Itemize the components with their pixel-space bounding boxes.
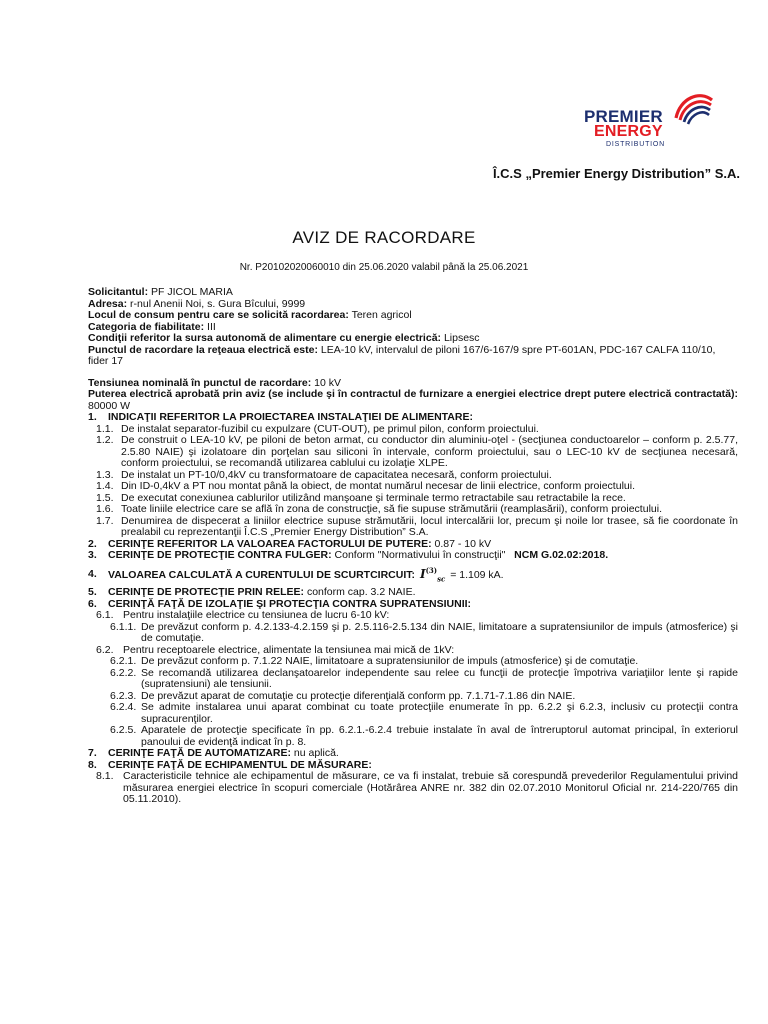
list-item: 1.1. De instalat separator-fuzibil cu expulzare (CUT-OUT), pe primul pilon, conform proiectului. (96, 422, 539, 435)
document-reference: Nr. P20102020060010 din 25.06.2020 valabil până la 25.06.2021 (239, 262, 529, 273)
field-connection-point: Punctul de racordare la reţeaua electrică este: LEA-10 kV, intervalul de piloni 167/6-167/9 spre PT-601AN, PDC-167 CALFA 110/10, fider 17 (88, 343, 716, 367)
list-item: 1.6. Toate liniile electrice care se află în zona de construcţie, să fie supuse strămutării (reamplasării), conform proiectului. (96, 503, 662, 515)
section-8-heading: 8. CERINŢE FAŢĂ DE ECHIPAMENTUL DE MĂSURARE: (88, 758, 372, 771)
list-item: 6.1.1. De prevăzut conform p. 4.2.133-4.2.159 şi p. 2.5.116-2.5.134 din NAIE, limitatoare a supratensiunilor de impuls (atmosferice) şi de comutaţie. (110, 620, 738, 645)
premier-energy-logo (584, 88, 714, 148)
logo-swoosh-icon (672, 88, 716, 128)
list-item: 6.2. Pentru receptoarele electrice, alimentate la tensiunea mai mică de 1kV: (96, 643, 455, 656)
list-item: 1.4. Din ID-0,4kV a PT nou montat până la obiect, de montat numărul necesar de linii electrice, conform proiectului. (96, 480, 635, 492)
list-item: 1.3. De instalat un PT-10/0,4kV cu transformatoare de capacitatea necesară, conform proiectului. (96, 468, 552, 481)
logo-text-premier: PREMIER (584, 107, 663, 126)
field-address: Adresa: r-nul Anenii Noi, s. Gura Bîcului, 9999 (88, 297, 306, 310)
field-autonomous-source: Condiţii referitor la sursa autonomă de alimentare cu energie electrică: Lipsesc (88, 332, 480, 344)
field-consumption-place: Locul de consum pentru care se solicită racordarea: Teren agricol (88, 309, 412, 321)
section-7-heading: 7. CERINŢE FAŢĂ DE AUTOMATIZARE: nu aplică. (88, 747, 339, 760)
document-body (88, 287, 738, 806)
company-name: Î.C.S „Premier Energy Distribution” S.A. (492, 166, 740, 181)
list-item: 6.2.4. Se admite instalarea unui aparat combinat cu toate protecţiile enumerate în pp. 6.2.2 şi 6.2.3, inclusiv cu protecţii contra supracurenţilor. (110, 701, 738, 725)
list-item: 1.5. De executat conexiunea cablurilor utilizând manşoane şi terminale termo retractabile sau retractabile la rece. (96, 491, 626, 504)
list-item: 1.2. De construit o LEA-10 kV, pe piloni de beton armat, cu conductor din aluminiu-oţel - (secţiunea conductoarelor – conform p. 2.5.77, 2.5.80 NAIE) şi izolatoare din porţelan sau siliconi în intervale, conform proiectului, sau o LEC-10 kV de secţiunea necesară, conform proiectului, se recomandă utilizarea cablului cu izolaţie XLPE. (96, 434, 738, 469)
section-6-heading: 6. CERINŢĂ FAŢĂ DE IZOLAŢIE ŞI PROTECŢIA CONTRA SUPRATENSIUNII: (88, 597, 472, 610)
field-reliability-category: Categoria de fiabilitate: III (88, 320, 216, 333)
short-circuit-current-symbol: $I^{(3)}_{sc}$ (419, 565, 446, 583)
section-2-heading: 2. CERINŢE REFERITOR LA VALOAREA FACTORULUI DE PUTERE: 0.87 - 10 kV (88, 537, 492, 550)
list-item: 6.2.2. Se recomandă utilizarea declanşatoarelor independente sau relee cu funcţii de protecţie împotriva variaţiilor lente şi rapide (supratensiuni) ale tensiunii. (110, 666, 738, 691)
section-3-heading: 3. CERINŢE DE PROTECŢIE CONTRA FULGER: Conform "Normativului în construcţii" NCM G.02.02:2018. (88, 549, 609, 561)
list-item: 6.2.1. De prevăzut conform p. 7.1.22 NAIE, limitatoare a supratensiunilor de impuls (atmosferice) şi de comutaţie. (110, 655, 639, 668)
list-item: 6.2.5. Aparatele de protecţie specificate în pp. 6.2.1.-6.2.4 trebuie instalate în aval de întreruptorul automat principal, în exteriorul panoului de evidenţă indicat în p. 8. (110, 724, 738, 748)
logo-text-energy: ENERGY (594, 123, 663, 140)
field-approved-power: Puterea electrică aprobată prin aviz (se include şi în contractul de furnizare a energiei electrice drept putere electrică contractată): 80000 W (88, 388, 738, 412)
list-item: 1.7. Denumirea de dispecerat a liniilor electrice supuse strămutării, locul intercalării lor, precum şi noile lor trasee, să fie coordonate în prealabil cu reprezentanţii Î.C.S „Premier Energy Distribution” S.A. (96, 514, 738, 538)
field-nominal-tension: Tensiunea nominală în punctul de racordare: 10 kV (88, 376, 342, 389)
field-applicant: Solicitantul: PF JICOL MARIA (88, 286, 233, 298)
section-1-heading: 1. INDICAŢII REFERITOR LA PROIECTAREA INSTALAŢIEI DE ALIMENTARE: (88, 411, 473, 423)
document-title: AVIZ DE RACORDARE (292, 228, 476, 247)
section-5-heading: 5. CERINŢE DE PROTECŢIE PRIN RELEE: conform cap. 3.2 NAIE. (88, 586, 416, 599)
list-item: 8.1. Caracteristicile tehnice ale echipamentul de măsurare, ce va fi instalat, trebuie să corespundă prevederilor Regulamentului privind măsurarea energiei electrice în scopuri comerciale (Hotărârea ANRE nr. 382 din 02.07.2010 Monitorul Oficial nr. 214-220/765 din 05.11.2010). (96, 770, 738, 806)
logo-text-distribution: DISTRIBUTION (606, 141, 665, 148)
section-4-heading: 4. VALOAREA CALCULATĂ A CURENTULUI DE SCURTCIRCUIT: $I^{(3)}_{sc} = 1.109$ kA. (88, 565, 504, 583)
list-item: 6.2.3. De prevăzut aparat de comutaţie cu protecţie diferenţială conform pp. 7.1.71-7.1.86 din NAIE. (110, 689, 576, 702)
list-item: 6.1. Pentru instalaţiile electrice cu tensiunea de lucru 6-10 kV: (96, 609, 390, 622)
